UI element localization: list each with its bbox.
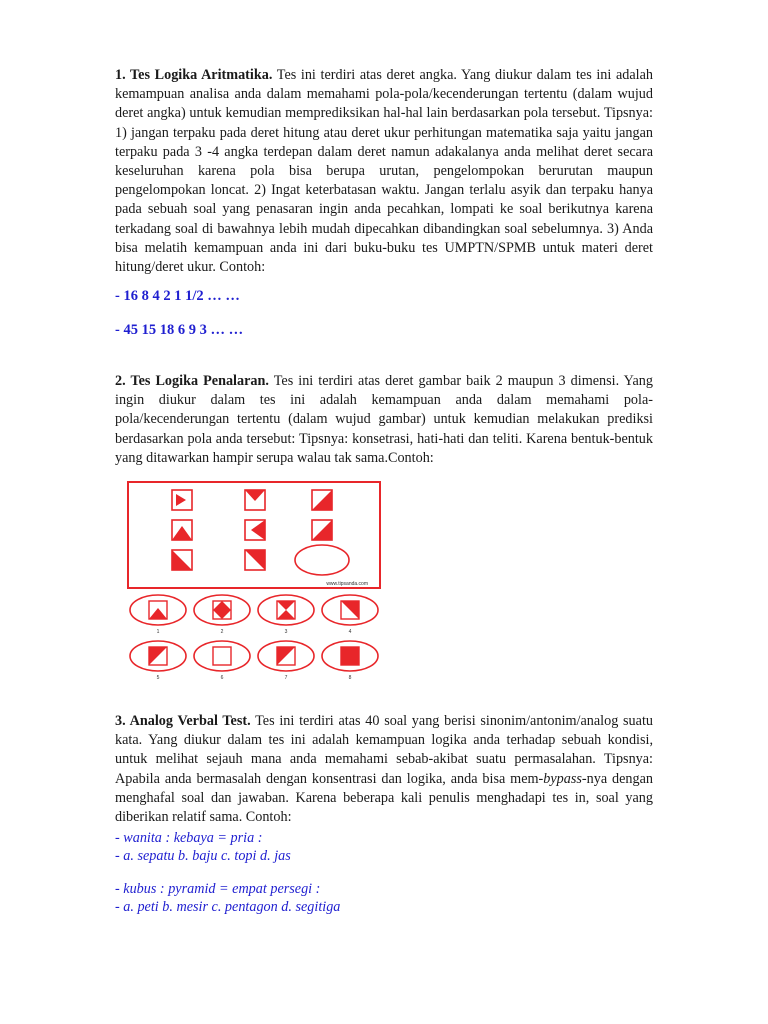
option-1-label: 1: [156, 629, 160, 635]
section-1-heading: 1. Tes Logika Aritmatika.: [115, 67, 273, 83]
answer-blank-ellipse: [295, 545, 349, 575]
option-8[interactable]: [322, 641, 378, 671]
option-1[interactable]: [130, 595, 186, 625]
section-2-paragraph: [115, 372, 653, 468]
section-3-body-pre: Tes ini terdiri atas 40 soal yang berisi sinonim/antonim/analog suatu kata. Yang diukur dalam tes ini adalah kemampuan logika anda terhadap sebuah kondisi, untuk melihat sejauh mana anda memahami sebab-akibat suatu permasalahan. Tipsnya: Apabila anda bermasalah dengan konsentrasi dan logika, anda bisa mem-: [115, 713, 653, 787]
verbal-example-1-question: - wanita : kebaya = pria :: [115, 830, 263, 846]
option-5[interactable]: [130, 641, 186, 671]
option-2-label: 2: [220, 629, 224, 635]
section-3-body-post: -nya dengan menghafal soal dan jawaban. Karena beberapa kali penulis menghadapi tes in, soal yang diberikan relatif sama. Contoh:: [115, 770, 653, 826]
section-3-paragraph: [115, 712, 653, 827]
section-2-heading: 2. Tes Logika Penalaran.: [115, 373, 269, 389]
grid-cell-1-2: [245, 490, 265, 510]
arithmetic-example-2: - 45 15 18 6 9 3 … …: [115, 322, 244, 338]
grid-cell-3-1: [172, 550, 192, 570]
option-6[interactable]: [194, 641, 250, 671]
grid-cell-2-3: [312, 520, 332, 540]
option-3[interactable]: [258, 595, 314, 625]
grid-cell-1-3: [312, 490, 332, 510]
section-3-heading: 3. Analog Verbal Test.: [115, 713, 251, 729]
grid-cell-2-2: [245, 520, 265, 540]
option-3-label: 3: [284, 629, 288, 635]
option-8-label: 8: [348, 675, 352, 681]
option-7-label: 7: [284, 675, 288, 681]
section-1-paragraph: [115, 66, 653, 277]
option-4-label: 4: [348, 629, 352, 635]
pattern-puzzle-svg: [122, 478, 384, 688]
section-2-body: Tes ini terdiri atas deret gambar baik 2 maupun 3 dimensi. Yang ingin diukur dalam tes ini adalah kemampuan anda dalam memahami pola-pola/kecenderungan tertentu (dalam wujud gambar) untuk kemudian melakukan prediksi berdasarkan pola anda tersebut: Tipsnya: konsetrasi, hati-hati dan teliti. Karena bentuk-bentuk yang ditawarkan hampir serupa walau tak sama.Contoh:: [115, 373, 653, 466]
verbal-example-2-question: - kubus : pyramid = empat persegi :: [115, 881, 321, 897]
section-3-body-italic: bypass: [543, 770, 582, 787]
option-6-label: 6: [220, 675, 224, 681]
watermark: www.tipsanda.com: [326, 581, 368, 587]
grid-cell-1-1: [172, 490, 192, 510]
arithmetic-example-1: - 16 8 4 2 1 1/2 … …: [115, 288, 240, 304]
section-1-body: Tes ini terdiri atas deret angka. Yang diukur dalam tes ini adalah kemampuan analisa anda dalam memahami pola-pola/kecenderungan tertentu (dalam wujud deret angka) untuk kemudian memprediksikan hal-hal lain berdasarkan pola tersebut. Tipsnya: 1) jangan terpaku pada deret hitung atau deret ukur perhitungan matematika saja yaitu jangan terpaku pada 3 -4 angka terdepan dalam deret namun adakalanya anda melihat deret secara keseluruhan karena pola bisa berupa urutan, pengelompokan berurutan maupun pengelompokan loncat. 2) Ingat keterbatasan waktu. Jangan terlalu asyik dan terpaku hanya pada sebuah soal yang penasaran ingin anda pecahkan, lompati ke soal berikutnya karena terkadang soal di bawahnya lebih mudah dipecahkan dibandingkan soal sebelumnya. 3) Anda bisa melatih kemampuan anda ini dari buku-buku tes UMPTN/SPMB untuk materi deret hitung/deret ukur. Contoh:: [115, 67, 653, 276]
verbal-example-1-choices: - a. sepatu b. baju c. topi d. jas: [115, 848, 291, 864]
grid-cell-3-2: [245, 550, 265, 570]
pattern-puzzle-figure: [122, 478, 384, 688]
verbal-example-2-choices: - a. peti b. mesir c. pentagon d. segitiga: [115, 899, 341, 915]
option-4[interactable]: [322, 595, 378, 625]
grid-cell-2-1: [172, 520, 192, 540]
option-5-label: 5: [156, 675, 160, 681]
option-2[interactable]: [194, 595, 250, 625]
option-7[interactable]: [258, 641, 314, 671]
